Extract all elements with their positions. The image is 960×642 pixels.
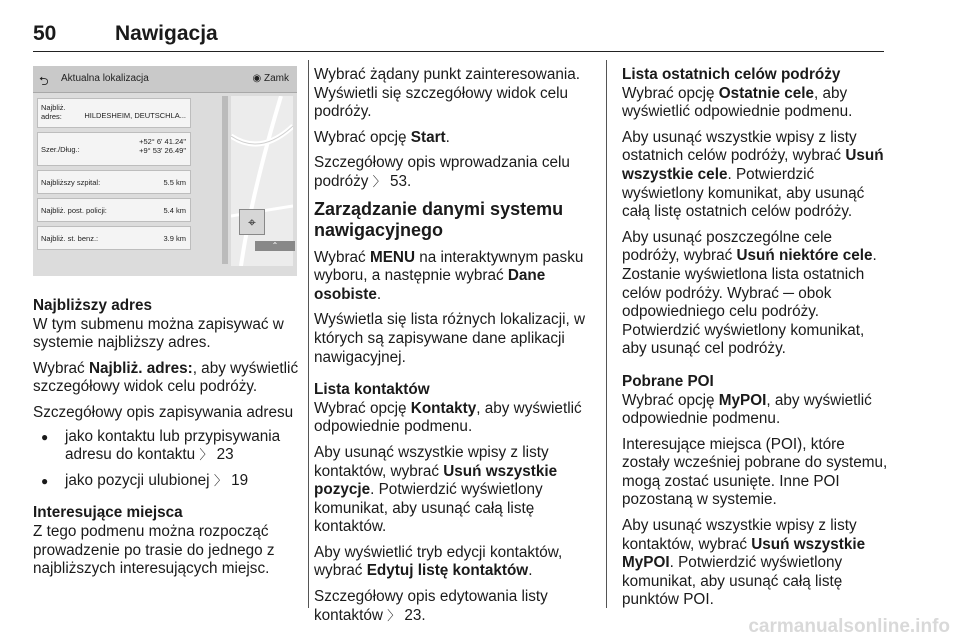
watermark: carmanualsonline.info <box>748 616 950 637</box>
paragraph: Wyświetla się lista różnych lokalizacji, w których są zapisywane dane aplikacji nawigacyjnej. <box>314 311 586 366</box>
section-heading: Interesujące miejsca <box>33 504 183 522</box>
infotainment-screenshot <box>33 66 297 276</box>
column-2 <box>314 66 602 632</box>
list-item: ● jako pozycji ulubionej 〉 19 <box>33 472 301 491</box>
section-heading: Lista ostatnich celów podróży <box>622 66 841 83</box>
crosshair-icon: ⌖ <box>239 209 265 235</box>
list-item: Najbliż. st. benz.: 3.9 km <box>37 226 191 250</box>
bullet-list <box>33 428 301 491</box>
paragraph: Aby wyświetlić tryb edycji kontaktów, wybrać Edytuj listę kontaktów. <box>314 543 563 580</box>
scrollbar <box>222 96 228 264</box>
paragraph: W tym submenu można zapisywać w systemie najbliższy adres. <box>33 315 284 352</box>
list-item: Najbliż. post. policji: 5.4 km <box>37 198 191 222</box>
section-heading: Zarządzanie danymi systemu nawigacyjnego <box>314 198 564 240</box>
paragraph: Szczegółowy opis wprowadzania celu podróży 〉 53. <box>314 154 570 190</box>
close-button: ◉ Zamk <box>252 73 289 84</box>
paragraph: Wybrać opcję Ostatnie cele, aby wyświetlić odpowiednie podmenu. <box>622 84 853 121</box>
page-number: 50 <box>33 22 57 45</box>
section-heading: Najbliższy adres <box>33 297 153 314</box>
paragraph: Wybrać opcję MyPOI, aby wyświetlić odpowiednie podmenu. <box>622 391 872 428</box>
paragraph: Wybrać Najbliż. adres:, aby wyświetlić szczegółowy widok celu podróży. <box>33 359 299 396</box>
list-item: Szer./Dług.: +52° 6' 41.24" +9° 53' 26.49" <box>37 132 191 166</box>
paragraph: Aby usunąć wszystkie wpisy z listy ostatnich celów podróży, wybrać Usuń wszystkie cele. Potwierdzić wyświetlony komunikat, aby usunąć całą listę ostatnich celów podróży. <box>622 128 884 221</box>
column-divider <box>308 60 309 608</box>
section-heading: Lista kontaktów <box>314 381 430 399</box>
paragraph: Wybrać opcję Kontakty, aby wyświetlić odpowiednie podmenu. <box>314 399 582 436</box>
page-title: Nawigacja <box>115 22 218 45</box>
paragraph: Aby usunąć poszczególne cele podróży, wybrać Usuń niektóre cele. Zostanie wyświetlona lista ostatnich celów podróży. Wybrać ─ obok odpowiedniego celu podróży. Potwierdzić wyświetlony komunikat, aby usunąć cel podróży. <box>622 228 877 358</box>
paragraph: Aby usunąć wszystkie wpisy z listy kontaktów, wybrać Usuń wszystkie MyPOI. Potwierdzić wyświetlony komunikat, aby usunąć całą listę punktów POI. <box>622 517 866 609</box>
screen-title-bar <box>33 66 297 93</box>
page-ref-icon: 〉 <box>199 447 213 463</box>
list-item: Najbliż. adres: HILDESHEIM, DEUTSCHLA... <box>37 98 191 128</box>
paragraph: Wybrać żądany punkt zainteresowania. Wyświetli się szczegółowy widok celu podróży. <box>314 66 580 121</box>
list-item: Najbliższy szpital: 5.5 km <box>37 170 191 194</box>
section-heading: Pobrane POI <box>622 372 714 390</box>
page-ref-icon: 〉 <box>213 472 227 488</box>
list-item: ● jako kontaktu lub przypisywania adresu do kontaktu 〉 23 <box>33 428 301 465</box>
chevron-up-icon: ⌃ <box>255 241 295 251</box>
paragraph: Wybrać opcję Start. <box>314 128 450 146</box>
column-3 <box>622 66 892 617</box>
page-ref-icon: 〉 <box>387 607 401 623</box>
paragraph: Z tego podmenu można rozpocząć prowadzenie po trasie do jednego z najbliższych interesujących miejsc. <box>33 522 275 578</box>
paragraph: Interesujące miejsca (POI), które zostały wcześniej pobrane do systemu, mogą zostać usunięte. Inne POI pozostaną w systemie. <box>622 435 888 509</box>
header-rule <box>33 51 884 52</box>
column-1 <box>33 283 301 586</box>
page-ref-icon: 〉 <box>372 173 386 189</box>
paragraph: Szczegółowy opis zapisywania adresu <box>33 403 294 421</box>
paragraph: Wybrać MENU na interaktywnym pasku wyboru, a następnie wybrać Dane osobiste. <box>314 248 584 303</box>
screen-title: Aktualna lokalizacja <box>61 73 149 84</box>
back-icon: ⮌ <box>39 74 49 88</box>
paragraph: Aby usunąć wszystkie wpisy z listy kontaktów, wybrać Usuń wszystkie pozycje. Potwierdzić wyświetlony komunikat, aby usunąć całą listę kontaktów. <box>314 443 558 536</box>
paragraph: Szczegółowy opis edytowania listy kontaktów 〉 23. <box>314 588 548 624</box>
column-divider <box>606 60 607 608</box>
